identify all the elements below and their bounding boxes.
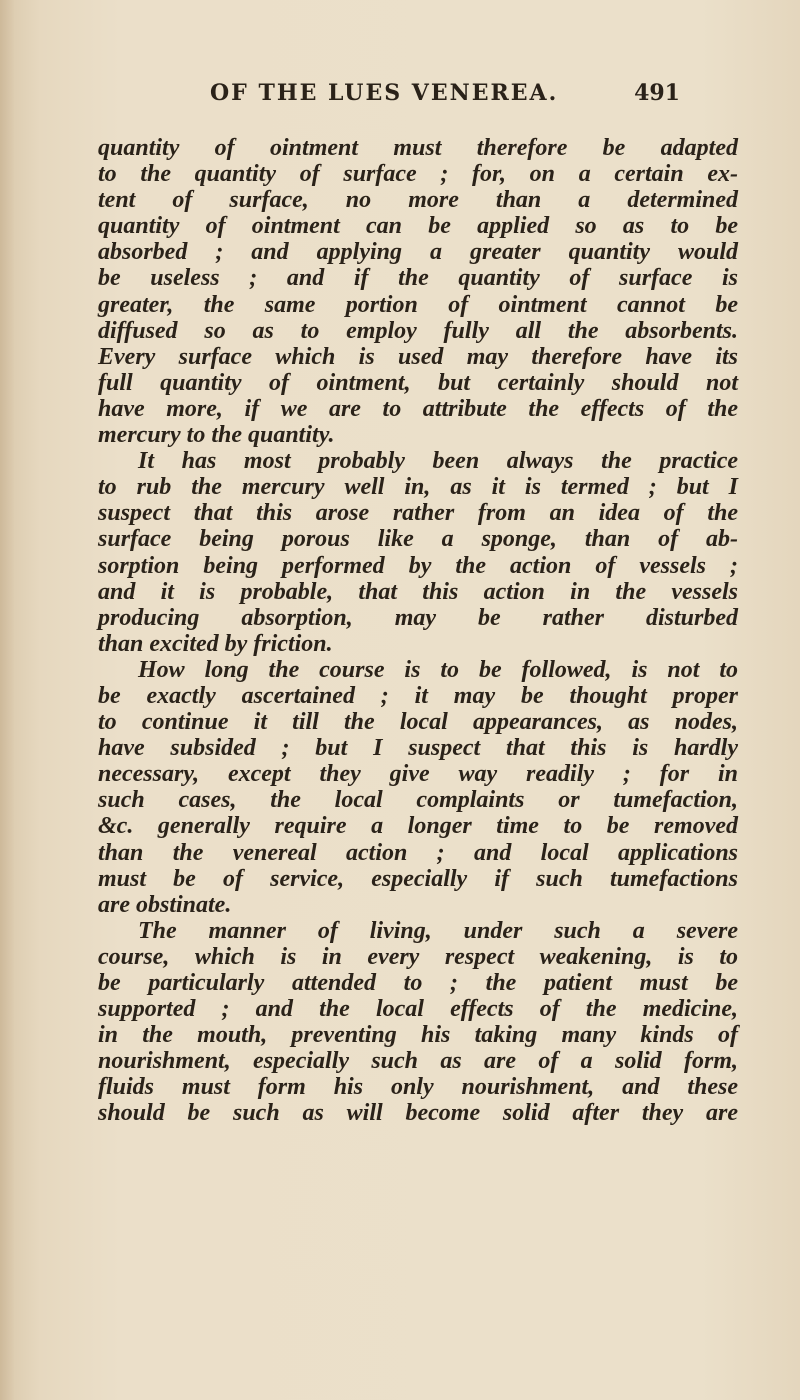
paragraph-end-line: are obstinate. <box>98 891 232 918</box>
text-line: to continue it till the local appearances, as nodes, <box>98 709 738 736</box>
text-line: greater, the same portion of ointment cannot be <box>98 291 738 318</box>
running-title: OF THE LUES VENEREA. <box>210 80 559 106</box>
text-line: producing absorption, may be rather disturbed <box>98 604 738 631</box>
text-line: should be such as will become solid after they are <box>98 1100 738 1127</box>
text-line: surface being porous like a sponge, than of ab- <box>98 526 738 553</box>
text-line: Every surface which is used may therefore have its <box>98 343 738 370</box>
text-line: to the quantity of surface ; for, on a certain ex- <box>98 161 738 188</box>
text-line: suspect that this arose rather from an idea of the <box>98 500 738 527</box>
text-line: full quantity of ointment, but certainly should not <box>98 369 738 396</box>
text-line: be exactly ascertained ; it may be thought proper <box>98 682 738 709</box>
text-line: fluids must form his only nourishment, and these <box>98 1074 738 1101</box>
paragraph-end-line: mercury to the quantity. <box>98 422 335 449</box>
text-line: quantity of ointment can be applied so as to be <box>98 213 738 240</box>
text-line: supported ; and the local effects of the medicine, <box>98 996 738 1023</box>
text-line: must be of service, especially if such tumefactions <box>98 865 738 892</box>
text-line: course, which is in every respect weakening, is to <box>98 943 738 970</box>
text-line: be useless ; and if the quantity of surface is <box>98 265 738 292</box>
text-line: tent of surface, no more than a determined <box>98 187 738 214</box>
paragraph-start-line: How long the course is to be followed, is not to <box>138 656 738 683</box>
paragraph-start-line: The manner of living, under such a severe <box>138 917 738 944</box>
paragraph-end-line: than excited by friction. <box>98 630 333 657</box>
text-line: &c. generally require a longer time to be removed <box>98 813 738 840</box>
text-line: quantity of ointment must therefore be adapted <box>98 135 738 161</box>
text-line: have subsided ; but I suspect that this is hardly <box>98 735 738 762</box>
text-line: in the mouth, preventing his taking many kinds of <box>98 1022 738 1049</box>
text-line: and it is probable, that this action in the vessels <box>98 578 738 605</box>
text-line: than the venereal action ; and local applications <box>98 839 738 866</box>
page-number: 491 <box>634 80 680 106</box>
text-line: necessary, except they give way readily ; for in <box>98 761 738 788</box>
text-line: diffused so as to employ fully all the absorbents. <box>98 317 738 344</box>
text-line: absorbed ; and applying a greater quantity would <box>98 239 738 266</box>
text-line: nourishment, especially such as are of a solid form, <box>98 1048 738 1075</box>
text-line: be particularly attended to ; the patient must be <box>98 970 738 996</box>
text-line: sorption being performed by the action of vessels ; <box>98 552 738 579</box>
paragraph-start-line: It has most probably been always the practice <box>138 448 738 475</box>
text-line: such cases, the local complaints or tumefaction, <box>98 787 738 814</box>
body-text <box>98 135 738 1127</box>
page-gutter <box>0 0 14 1400</box>
page-header <box>210 80 680 110</box>
text-line: to rub the mercury well in, as it is termed ; but I <box>98 474 738 501</box>
text-line: have more, if we are to attribute the effects of the <box>98 395 738 422</box>
